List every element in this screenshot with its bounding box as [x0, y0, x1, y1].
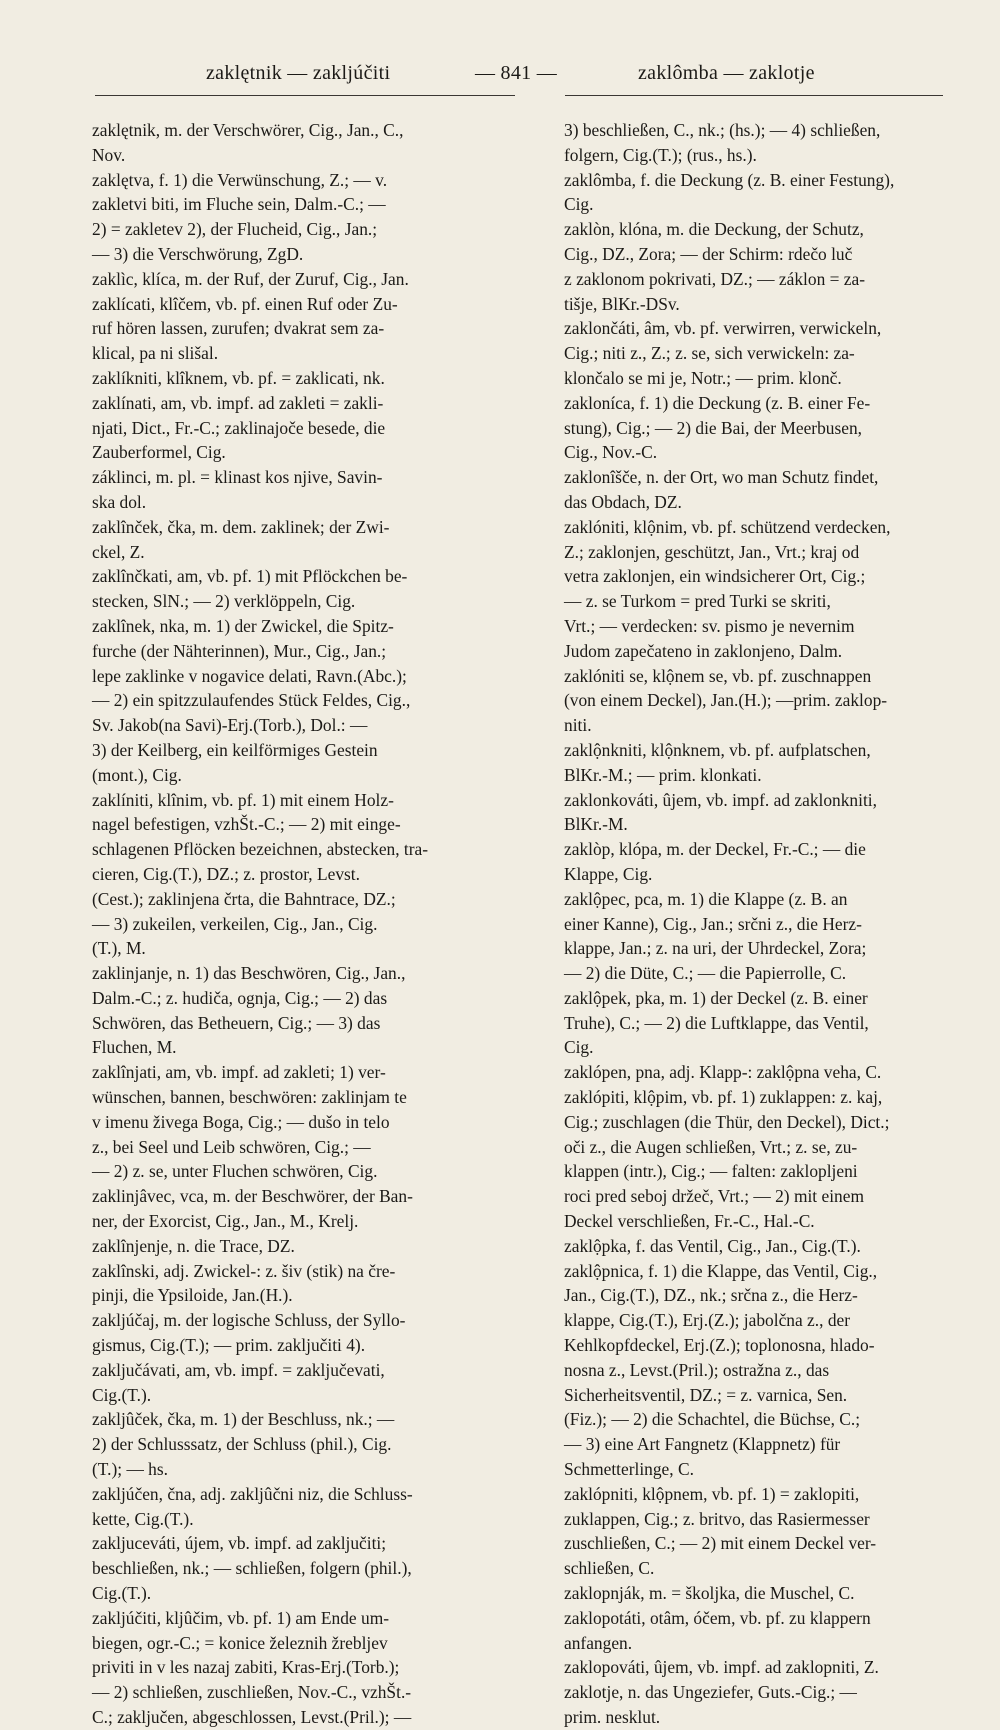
- dictionary-line: oči z., die Augen schließen, Vrt.; z. se, zu-: [564, 1136, 858, 1157]
- dictionary-line: Cig.: [564, 1037, 594, 1058]
- dictionary-line: zuschließen, C.; — 2) mit einem Deckel ver-: [564, 1533, 877, 1554]
- dictionary-line: zaklìc, klíca, m. der Ruf, der Zuruf, Cig., Jan.: [92, 268, 409, 289]
- dictionary-line: C.; zaklјučen, abgeschlossen, Levst.(Pril.); —: [92, 1707, 412, 1727]
- dictionary-line: — 3) die Verschwörung, ZgD.: [92, 243, 304, 264]
- dictionary-line: zaklinjâvec, vca, m. der Beschwörer, der Ban-: [92, 1186, 413, 1207]
- header-rule-left: [95, 95, 515, 96]
- dictionary-line: pinji, die Ypsiloide, Jan.(H.).: [92, 1285, 293, 1306]
- page-number: — 841 —: [474, 62, 558, 84]
- dictionary-line: kette, Cig.(T.).: [92, 1508, 194, 1529]
- dictionary-line: klončalo se mi je, Notr.; — prim. klonč.: [564, 367, 842, 388]
- dictionary-line: zaklînček, čka, m. dem. zaklinek; der Zwi-: [92, 516, 390, 537]
- dictionary-line: zaklętva, f. 1) die Verwünschung, Z.; — v.: [92, 169, 388, 190]
- dictionary-line: Judom zapečateno in zaklonjeno, Dalm.: [564, 640, 843, 661]
- dictionary-line: zaklíkniti, klîknem, vb. pf. = zaklicati, nk.: [92, 367, 385, 388]
- dictionary-line: zaklópen, pna, adj. Klapp-: zaklộpna veha, C.: [564, 1062, 882, 1083]
- dictionary-line: zaklòp, klópa, m. der Deckel, Fr.-C.; — die: [564, 839, 866, 860]
- dictionary-line: zaklộnkniti, klộnknem, vb. pf. aufplatschen,: [564, 739, 871, 760]
- dictionary-line: stung), Cig.; — 2) die Bai, der Meerbusen,: [564, 417, 863, 438]
- dictionary-line: furche (der Nähterinnen), Mur., Cig., Jan.;: [92, 640, 387, 661]
- dictionary-line: (Cest.); zaklinjena črta, die Bahntrace, DZ.;: [92, 888, 396, 909]
- dictionary-line: zaklícati, klîčem, vb. pf. einen Ruf oder Zu-: [92, 293, 398, 314]
- dictionary-line: ruf hören lassen, zurufen; dvakrat sem za-: [92, 318, 385, 339]
- dictionary-line: niti.: [564, 715, 592, 736]
- dictionary-line: Deckel verschließen, Fr.-C., Hal.-C.: [564, 1211, 815, 1232]
- dictionary-line: ckel, Z.: [92, 541, 145, 562]
- dictionary-line: zaklópniti, klộpnem, vb. pf. 1) = zaklopiti,: [564, 1483, 860, 1504]
- dictionary-line: Dalm.-C.; z. hudiča, ognja, Cig.; — 2) das: [92, 987, 388, 1008]
- dictionary-line: Cig.(T.).: [92, 1384, 152, 1405]
- dictionary-line: Klappe, Cig.: [564, 863, 653, 884]
- dictionary-line: — 3) zukeilen, verkeilen, Cig., Jan., Cig.: [92, 913, 378, 934]
- dictionary-line: Cig., Nov.-C.: [564, 442, 658, 463]
- dictionary-line: (von einem Deckel), Jan.(H.); —prim. zaklop-: [564, 690, 888, 711]
- dictionary-line: — 2) schließen, zuschließen, Nov.-C., vzhŠt.-: [92, 1682, 412, 1703]
- dictionary-line: (T.); — hs.: [92, 1459, 168, 1480]
- dictionary-line: zaklînjati, am, vb. impf. ad zakleti; 1) ver-: [92, 1062, 386, 1083]
- dictionary-line: vetra zaklonjen, ein windsicherer Ort, Cig.;: [564, 566, 866, 587]
- dictionary-line: Cig.(T.).: [92, 1583, 152, 1604]
- dictionary-line: 2) = zakletev 2), der Fluchеid, Cig., Jan.;: [92, 219, 378, 240]
- dictionary-line: folgern, Cig.(T.); (rus., hs.).: [564, 144, 757, 165]
- dictionary-line: njati, Dict., Fr.-C.; zaklinajoče besede, die: [92, 417, 386, 438]
- dictionary-line: schließen, C.: [564, 1558, 655, 1579]
- dictionary-line: zaklômba, f. die Deckung (z. B. einer Festung),: [564, 169, 895, 190]
- dictionary-line: zaklončáti, âm, vb. pf. verwirren, verwickeln,: [564, 318, 882, 339]
- dictionary-line: — 2) ein spitzzulaufendes Stück Feldes, Cig.,: [92, 690, 411, 711]
- dictionary-line: cieren, Cig.(T.), DZ.; z. prostor, Levst.: [92, 863, 360, 884]
- dictionary-line: lepe zaklinke v nogavice delati, Ravn.(Abc.);: [92, 665, 407, 686]
- dictionary-line: Sicherheitsventil, DZ.; = z. varnica, Sen.: [564, 1384, 848, 1405]
- dictionary-line: zaklộpka, f. das Ventil, Cig., Jan., Cig.(T.).: [564, 1235, 861, 1256]
- dictionary-line: klical, pa ni slišal.: [92, 343, 219, 364]
- dictionary-line: anfangen.: [564, 1632, 633, 1653]
- dictionary-line: zaklòn, klóna, m. die Deckung, der Schutz,: [564, 219, 864, 240]
- dictionary-line: zakljúčaj, m. der logische Schluss, der Syllo-: [92, 1310, 406, 1331]
- dictionary-line: klappe, Cig.(T.), Erj.(Z.); jabolčna z., der: [564, 1310, 851, 1331]
- dictionary-line: zaklonîšče, n. der Ort, wo man Schutz findet,: [564, 467, 879, 488]
- right-column: [564, 118, 944, 1730]
- dictionary-line: gismus, Cig.(T.); — prim. zaklјučiti 4).: [92, 1335, 366, 1356]
- dictionary-line: zaklópiti, klộpim, vb. pf. 1) zuklappen: z. kaj,: [564, 1087, 883, 1108]
- dictionary-line: zaklộpek, pka, m. 1) der Deckel (z. B. einer: [564, 987, 868, 1008]
- dictionary-line: Cig.; zuschlagen (die Thür, den Deckel), Dict.;: [564, 1111, 890, 1132]
- dictionary-line: (mont.), Cig.: [92, 764, 182, 785]
- dictionary-line: zaključávati, am, vb. impf. = zaklјučevati,: [92, 1359, 385, 1380]
- dictionary-line: Fluchen, M.: [92, 1037, 177, 1058]
- dictionary-line: klappen (intr.), Cig.; — falten: zaklopljeni: [564, 1161, 858, 1182]
- dictionary-line: zakljúčen, čna, adj. zaklјûčni niz, die Schluss-: [92, 1483, 413, 1504]
- dictionary-line: zaklonkováti, ûjem, vb. impf. ad zaklonkniti,: [564, 789, 877, 810]
- dictionary-line: zakljûček, čka, m. 1) der Beschluss, nk.; —: [92, 1409, 395, 1430]
- dictionary-line: — 2) z. se, unter Fluchen schwören, Cig.: [92, 1161, 378, 1182]
- dictionary-line: — 3) eine Art Fangnetz (Klappnetz) für: [564, 1434, 841, 1455]
- dictionary-line: Sv. Jakob(na Savi)-Erj.(Torb.), Dol.: —: [92, 715, 368, 736]
- dictionary-line: BlKr.-M.: [564, 814, 628, 835]
- dictionary-line: zaklíniti, klînim, vb. pf. 1) mit einem Holz-: [92, 789, 394, 810]
- dictionary-line: beschließen, nk.; — schließen, folgern (phil.),: [92, 1558, 412, 1579]
- dictionary-line: zaklộpec, pca, m. 1) die Klappe (z. B. an: [564, 888, 848, 909]
- left-column: [92, 118, 502, 1730]
- dictionary-line: das Obdach, DZ.: [564, 491, 682, 512]
- dictionary-line: zakljucеváti, újem, vb. impf. ad zaklјučiti;: [92, 1533, 387, 1554]
- dictionary-line: Truhe), C.; — 2) die Luftklappe, das Ventil,: [564, 1012, 869, 1033]
- dictionary-line: roci pred seboj držeč, Vrt.; — 2) mit einem: [564, 1186, 864, 1207]
- dictionary-line: stecken, SlN.; — 2) verklöppeln, Cig.: [92, 591, 356, 612]
- dictionary-line: zaklopováti, ûjem, vb. impf. ad zaklopniti, Z.: [564, 1657, 879, 1678]
- dictionary-line: Zauberformel, Cig.: [92, 442, 226, 463]
- dictionary-line: klappe, Jan.; z. na uri, der Uhrdeckel, Zora;: [564, 938, 867, 959]
- dictionary-line: ska dol.: [92, 491, 147, 512]
- dictionary-line: zuklappen, Cig.; z. britvo, das Rasiermesser: [564, 1508, 870, 1529]
- dictionary-line: zaklopotáti, otâm, óčem, vb. pf. zu klappern: [564, 1607, 871, 1628]
- dictionary-line: Jan., Cig.(T.), DZ., nk.; srčna z., die Herz-: [564, 1285, 858, 1306]
- dictionary-line: — z. se Turkom = pred Turki se skriti,: [564, 591, 831, 612]
- dictionary-line: zaklînčkati, am, vb. pf. 1) mit Pflöckchen be-: [92, 566, 408, 587]
- dictionary-line: zaklóniti se, klộnem se, vb. pf. zuschnappen: [564, 665, 872, 686]
- dictionary-line: schlagenen Pflöcken bezeichnen, abstecken, tra-: [92, 839, 429, 860]
- header-rule-right: [565, 95, 943, 96]
- dictionary-line: Schwören, das Betheuern, Cig.; — 3) das: [92, 1012, 381, 1033]
- dictionary-line: záklinci, m. pl. = klinast kos njive, Savin-: [92, 467, 383, 488]
- dictionary-line: 3) beschließen, C., nk.; (hs.); — 4) schließen,: [564, 120, 881, 140]
- dictionary-line: priviti in v les nazaj zabiti, Kras-Erj.(Torb.);: [92, 1657, 400, 1678]
- dictionary-line: zakletvi biti, im Fluche sein, Dalm.-C.; —: [92, 194, 386, 215]
- dictionary-line: (T.), M.: [92, 938, 146, 959]
- dictionary-line: biegen, ogr.-C.; = konice železnih žrebljev: [92, 1632, 388, 1653]
- dictionary-line: zaklinjanje, n. 1) das Beschwören, Cig., Jan.,: [92, 963, 406, 984]
- dictionary-line: nagel befestigen, vzhŠt.-C.; — 2) mit einge-: [92, 814, 401, 835]
- dictionary-line: zaklộpnica, f. 1) die Klappe, das Ventil, Cig.,: [564, 1260, 878, 1281]
- dictionary-line: Nov.: [92, 144, 126, 165]
- dictionary-line: zaklînek, nka, m. 1) der Zwickel, die Spitz-: [92, 615, 394, 636]
- dictionary-line: Z.; zaklonjen, geschützt, Jan., Vrt.; kraj od: [564, 541, 860, 562]
- dictionary-line: wünschen, bannen, beschwören: zaklinjam te: [92, 1087, 407, 1108]
- dictionary-line: Vrt.; — verdecken: sv. pismo je nevernim: [564, 615, 855, 636]
- dictionary-line: Cig., DZ., Zora; — der Schirm: rdečo luč: [564, 243, 853, 264]
- dictionary-line: zaklînjenje, n. die Trace, DZ.: [92, 1235, 295, 1256]
- dictionary-line: z zaklonom pokrivati, DZ.; — záklon = za-: [564, 268, 866, 289]
- dictionary-line: Cig.: [564, 194, 594, 215]
- dictionary-line: zakljúčiti, kljûčim, vb. pf. 1) am Ende um-: [92, 1607, 390, 1628]
- dictionary-line: zakloníca, f. 1) die Deckung (z. B. einer Fe-: [564, 392, 871, 413]
- dictionary-line: zaklopnják, m. = školjka, die Muschel, C.: [564, 1583, 855, 1604]
- dictionary-line: 3) der Keilberg, ein keilförmiges Gestein: [92, 739, 378, 760]
- dictionary-line: zaklínati, am, vb. impf. ad zakleti = zakli-: [92, 392, 384, 413]
- dictionary-line: Cig.; niti z., Z.; z. se, sich verwickeln: za-: [564, 343, 855, 364]
- running-head-left: zaklętnik — zaklјúčiti: [206, 62, 391, 84]
- dictionary-line: nosna z., Levst.(Pril.); ostražna z., das: [564, 1359, 830, 1380]
- dictionary-line: z., bei Seel und Leib schwören, Cig.; —: [92, 1136, 371, 1157]
- running-head-right: zaklômba — zaklotje: [638, 62, 815, 84]
- dictionary-line: — 2) die Düte, C.; — die Papierrolle, C.: [564, 963, 847, 984]
- dictionary-line: zaklotje, n. das Ungeziefer, Guts.-Cig.; —: [564, 1682, 857, 1703]
- dictionary-line: tišje, BlKr.-DSv.: [564, 293, 680, 314]
- dictionary-line: 2) der Schlusssatz, der Schluss (phil.), Cig.: [92, 1434, 392, 1455]
- dictionary-line: zaklînski, adj. Zwickel-: z. šiv (stik) na čre-: [92, 1260, 396, 1281]
- dictionary-line: prim. nesklut.: [564, 1707, 661, 1727]
- dictionary-line: BlKr.-M.; — prim. klonkati.: [564, 764, 762, 785]
- dictionary-line: (Fiz.); — 2) die Schachtel, die Büchse, C.;: [564, 1409, 861, 1430]
- dictionary-line: zaklętnik, m. der Verschwörer, Cig., Jan., C.,: [92, 120, 404, 140]
- dictionary-line: ner, der Exorcist, Cig., Jan., M., Krelj.: [92, 1211, 359, 1232]
- dictionary-line: v imenu živega Boga, Cig.; — dušo in telo: [92, 1111, 390, 1132]
- dictionary-line: einer Kanne), Cig., Jan.; srčni z., die Herz-: [564, 913, 862, 934]
- dictionary-line: zaklóniti, klộnim, vb. pf. schützend verdecken,: [564, 516, 891, 537]
- dictionary-line: Schmetterlinge, C.: [564, 1459, 694, 1480]
- dictionary-line: Kehlkopfdeckel, Erj.(Z.); toplonosna, hlado-: [564, 1335, 875, 1356]
